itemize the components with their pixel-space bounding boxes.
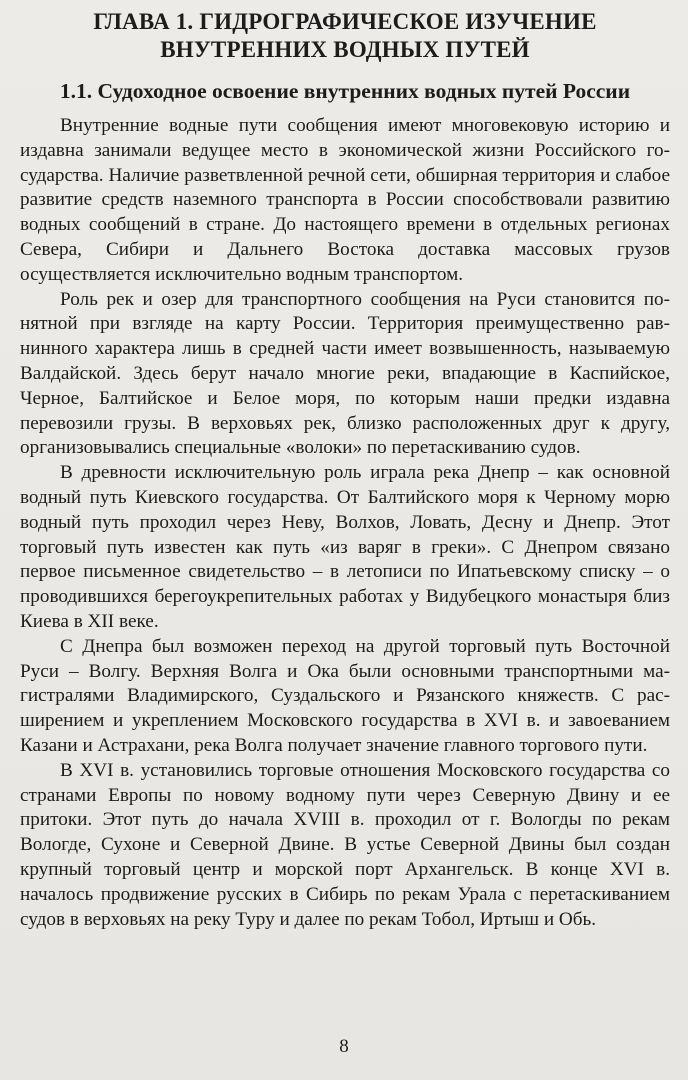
paragraph-5: В XVI в. установились торговые отношения Московского государства со странами Европы по новому водному пути через Северную Двину и ее притоки. Этот путь до начала XVIII в. проходил от г. Вологды по рекам Вологде, Сухоне и Северной Двине. В устье Северной Двины был создан крупный торговый центр и морской порт Архангельск. В конце XVI в. началось продвижение русских в Сибирь по рекам Урала с перетаскиванием судов в верховьях на реку Туру и далее по рекам Тобол, Иртыш и Обь. (20, 759, 670, 930)
paragraph-1: Внутренние водные пути сообщения имеют многовековую историю и издавна занимали ведущее место в экономической жизни Российского государства. Наличие разветвленной речной сети, обширная территория и слабое развитие средств наземного транспорта в России способствовали развитию водных сообщений в стране. До настоящего времени в отдельных регионах Севера, Сибири и Дальнего Востока доставка массовых грузов осуществляется исключительно водным транспортом. (20, 115, 670, 285)
chapter-title (20, 8, 670, 64)
paragraph-4: С Днепра был возможен переход на другой торговый путь Восточной Руси – Волгу. Верхняя Волга и Ока были основными транспортными магистралями Владимирского, Суздальского и Рязанского княжеств. С расширением и укреплением Московского государства в XVI в. и завоеванием Казани и Астрахани, река Волга получает значение главного торгового пути. (20, 635, 670, 756)
paragraph-3: В древности исключительную роль играла река Днепр – как основной водный путь Киевского государства. От Балтийского моря к Черному морю водный путь проходил через Неву, Волхов, Ловать, Десну и Днепр. Этот торговый путь известен как путь «из варяг в греки». С Днепром связано первое письменное свидетельство – в летописи по Ипатьевскому списку – о проводившихся берегоукрепительных работах у Видубецкого монастыря близ Киева в XII веке. (20, 462, 670, 632)
chapter-title-line-2: ВНУТРЕННИХ ВОДНЫХ ПУТЕЙ (160, 37, 530, 62)
page-number: 8 (339, 1036, 349, 1057)
section-title: 1.1. Судоходное освоение внутренних водных путей России (59, 79, 631, 103)
chapter-title-line-1: ГЛАВА 1. ГИДРОГРАФИЧЕСКОЕ ИЗУЧЕНИЕ (93, 9, 597, 34)
body-text (20, 114, 670, 932)
paragraph-2: Роль рек и озер для транспортного сообщения на Руси становится понятной при взгляде на карту России. Территория преимущественно равнинного характера лишь в средней части имеет возвышенность, называемую Валдайской. Здесь берут начало многие реки, впадающие в Каспийское, Черное, Балтийское и Белое моря, по которым наши предки издавна перевозили грузы. В верховьях рек, близко расположенных друг к другу, организовывались специальные «волоки» по перетаскиванию судов. (20, 288, 670, 459)
